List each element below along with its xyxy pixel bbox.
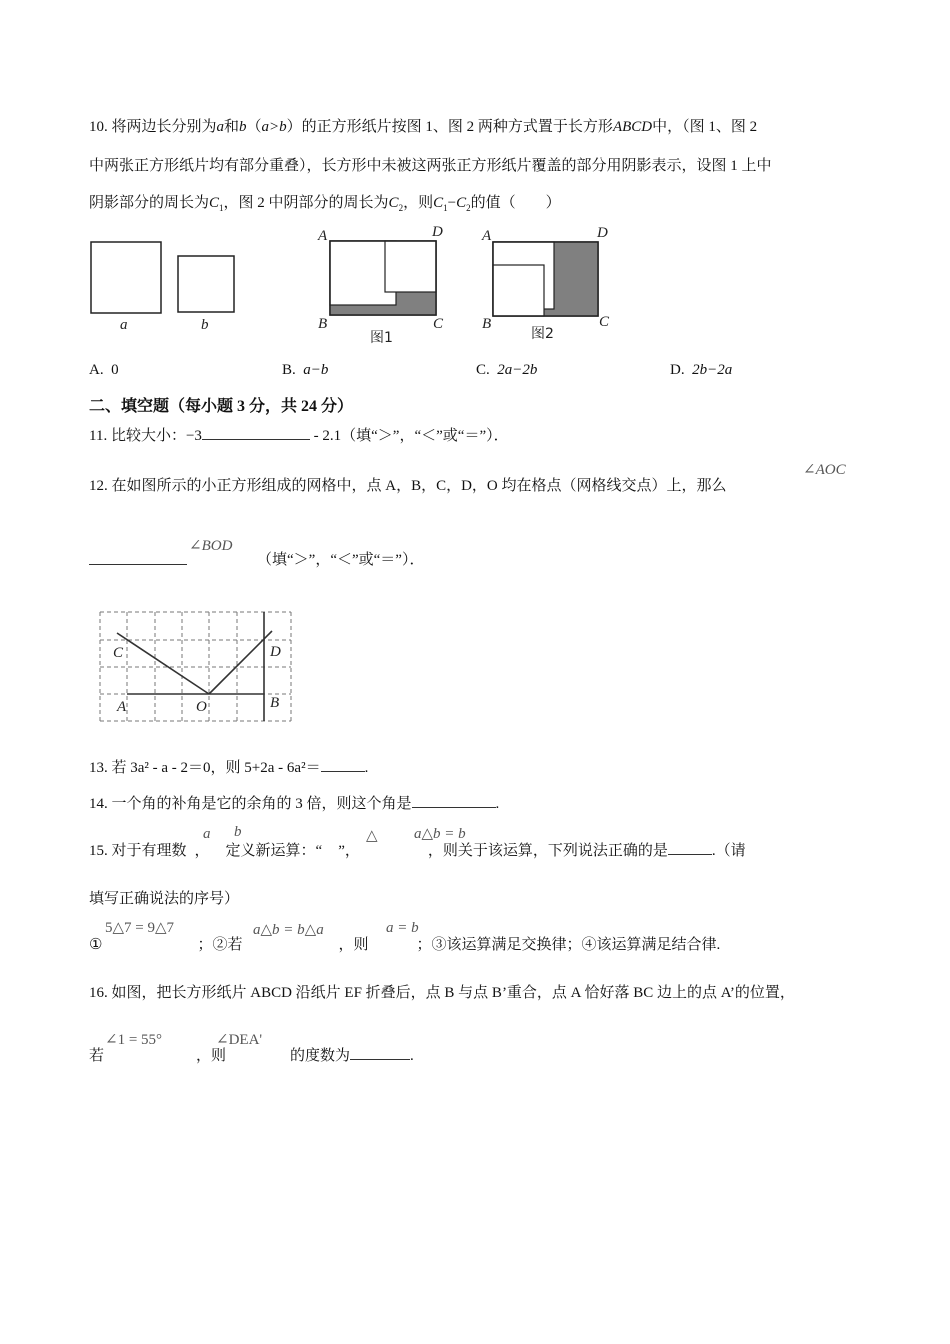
- option-key: D.: [670, 362, 685, 378]
- subscript: 1: [443, 203, 448, 213]
- q15-item-2-result: a = b: [386, 920, 419, 936]
- subscript: 2: [466, 203, 471, 213]
- q15-text: ，: [194, 843, 210, 859]
- q15-var-a: a: [203, 826, 211, 842]
- condition: a>b: [261, 119, 287, 135]
- option-value: 2a−2b: [497, 362, 538, 378]
- svg-text:B: B: [270, 695, 280, 711]
- text: 10. 将两边长分别为: [89, 119, 217, 135]
- q15-text: 15. 对于有理数: [89, 843, 187, 859]
- option-value: a−b: [303, 362, 329, 378]
- svg-text:C: C: [433, 316, 444, 332]
- q15-definition: a△b = b: [414, 826, 466, 842]
- q14-answer-blank[interactable]: [412, 793, 496, 808]
- svg-text:D: D: [270, 644, 281, 660]
- svg-text:D: D: [597, 225, 608, 241]
- q16-formula-angle1: ∠1 = 55°: [105, 1032, 163, 1048]
- rect-name: ABCD: [612, 119, 653, 135]
- q13-answer-blank[interactable]: [321, 757, 365, 772]
- q15-text: 定义新运算：“: [225, 843, 323, 859]
- var-a: a: [216, 119, 225, 135]
- svg-text:A: A: [117, 699, 127, 715]
- item-2-text: ；②若: [197, 937, 243, 953]
- q12-suffix: （填“＞”，“＜”或“＝”）．: [257, 552, 425, 568]
- q15-item-1-formula: 5△7 = 9△7: [105, 920, 175, 936]
- svg-text:a: a: [120, 317, 128, 333]
- text: ，图 2 中阴部分的周长为: [223, 195, 389, 211]
- q14-text: 14. 一个角的补角是它的余角的 3 倍，则这个角是: [89, 796, 412, 812]
- svg-text:图1: 图1: [370, 330, 393, 346]
- option-value: 0: [111, 362, 119, 378]
- q12-formula-bod: ∠BOD: [189, 538, 233, 554]
- text: ，则: [403, 195, 434, 211]
- item-34-text: ；③该运算满足交换律；④该运算满足结合律.: [416, 937, 721, 953]
- var-c: C: [433, 195, 444, 211]
- text: −: [447, 195, 457, 211]
- var-b: b: [239, 119, 247, 135]
- q15-answer-blank[interactable]: [668, 840, 712, 855]
- svg-text:O: O: [196, 699, 207, 715]
- text: ）的正方形纸片按图 1、图 2 两种方式置于长方形: [286, 119, 613, 135]
- option-value: 2b−2a: [692, 362, 733, 378]
- svg-text:B: B: [482, 316, 492, 332]
- q15-text: ，则关于该运算，下列说法正确的是: [427, 843, 668, 859]
- var-c: C: [388, 195, 399, 211]
- q16-answer-blank[interactable]: [350, 1045, 410, 1060]
- var-c: C: [209, 195, 220, 211]
- q11-text: - 2.1（填“＞”，“＜”或“＝”）．: [309, 428, 509, 444]
- q14: [89, 793, 499, 814]
- q13-text: 13. 若 3a² - a - 2＝0，则 5+2a - 6a²＝: [89, 760, 321, 776]
- svg-text:B: B: [318, 316, 328, 332]
- option-key: B.: [282, 362, 296, 378]
- svg-text:b: b: [201, 317, 209, 333]
- var-c: C: [456, 195, 467, 211]
- svg-text:图2: 图2: [531, 326, 554, 342]
- text: （: [246, 119, 262, 135]
- subscript: 2: [398, 203, 404, 213]
- subscript: 1: [219, 203, 224, 213]
- text: 的值（ ）: [470, 195, 561, 211]
- section-title: 二、填空题（每小题 3 分，共 24 分）: [89, 398, 354, 415]
- q15-item-2-formula: a△b = b△a: [253, 922, 324, 938]
- q16-text: 若: [89, 1048, 105, 1064]
- q13-end: .: [364, 760, 369, 776]
- q12-line-1: 12. 在如图所示的小正方形组成的网格中，点 A，B，C，D，O 均在格点（网格线交点）上，那么: [89, 478, 727, 494]
- q11-text: 11. 比较大小：−3: [89, 428, 202, 444]
- q16-line-1: 16. 如图，把长方形纸片 ABCD 沿纸片 EF 折叠后，点 B 与点 B’重合，点 A 恰好落 BC 边上的点 A’的位置，: [89, 985, 795, 1001]
- q13: [89, 757, 368, 778]
- text: 中，（图 1、图 2: [652, 119, 758, 135]
- text: 和: [224, 119, 240, 135]
- q16-end: .: [410, 1048, 414, 1064]
- svg-text:A: A: [482, 228, 492, 244]
- text: 阴影部分的周长为: [89, 195, 210, 211]
- q15-var-b: b: [234, 824, 242, 840]
- q16-formula-dea: ∠DEA': [216, 1032, 263, 1048]
- q15-op: △: [366, 828, 378, 844]
- svg-text:C: C: [599, 314, 610, 330]
- item-1-number: ①: [89, 937, 103, 953]
- q15-line-2: 填写正确说法的序号）: [89, 891, 240, 907]
- option-key: A.: [89, 362, 104, 378]
- text: 中两张正方形纸片均有部分重叠），长方形中未被这两张正方形纸片覆盖的部分用阴影表示，设图 1 上中: [89, 158, 772, 174]
- svg-text:D: D: [432, 224, 443, 240]
- q15-line-1: [89, 840, 746, 861]
- q15-text: ”，: [338, 843, 360, 859]
- svg-text:A: A: [318, 228, 328, 244]
- q16-text: 的度数为: [290, 1048, 351, 1064]
- svg-text:C: C: [113, 645, 124, 661]
- q14-end: .: [495, 796, 500, 812]
- q15-line-3: [89, 935, 720, 955]
- item-2-text: ，则: [338, 937, 369, 953]
- option-key: C.: [476, 362, 490, 378]
- q12-formula-aoc: ∠AOC: [803, 462, 846, 478]
- q15-text: .（请: [711, 843, 746, 859]
- q16-text: ，则: [196, 1048, 227, 1064]
